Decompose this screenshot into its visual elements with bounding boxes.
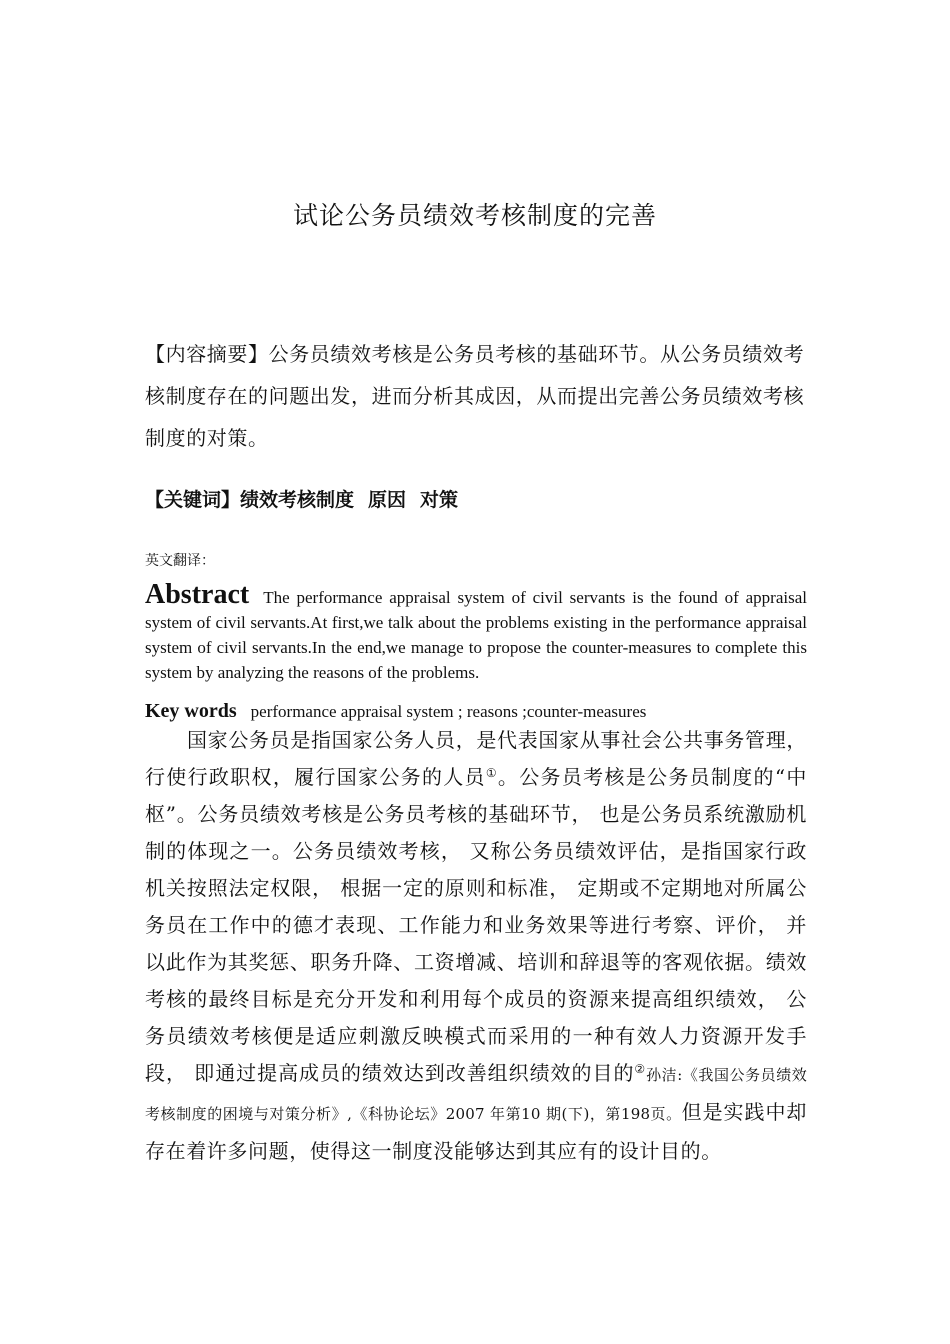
body-text-part: 但是实践中却存在着许多问题，使得这一制度没能够达到其应有的设计目的。 <box>145 1100 807 1163</box>
body-text-part: 国家公务员是指国家公务人员，是代表国家从事社会公共事务管理，行使行政职权，履行国家公务的人员 <box>145 728 807 789</box>
content-summary: 【内容摘要】公务员绩效考核是公务员考核的基础环节。从公务员绩效考核制度存在的问题出发，进而分析其成因，从而提出完善公务员绩效考核制度的对策。 <box>145 342 805 450</box>
key-words-label: Key words <box>145 700 237 722</box>
keyword-term: 原因 <box>368 489 407 511</box>
body-paragraph <box>145 722 807 1170</box>
footnote-marker: ② <box>634 1062 647 1076</box>
key-words-text: performance appraisal system ; reasons ;counter-measures <box>250 702 647 721</box>
abstract-label: Abstract <box>145 579 250 610</box>
english-abstract <box>145 579 807 685</box>
english-keywords <box>145 699 807 724</box>
body-text-part: 。公务员考核是公务员制度的“中枢”。公务员绩效考核是公务员考核的基础环节， 也是公务员系统激励机制的体现之一。公务员绩效考核， 又称公务员绩效评估，是指国家行政机关按照法定权限， 根据一定的原则和标准， 定期或不定期地对所属公务员在工作中的德才表现、工作能力和业务效果等进行考察、评价， 并以此作为其奖惩、职务升降、工资增减、培训和辞退等的客观依据。绩效考核的最终目标是充分开发和利用每个成员的资源来提高组织绩效， 公务员绩效考核便是适应刺激反映模式而采用的一种有效人力资源开发手段， 即通过提高成员的绩效达到改善组织绩效的目的 <box>145 765 807 1085</box>
keywords-label: 【关键词】 <box>145 489 241 511</box>
keyword-term: 对策 <box>420 489 459 511</box>
translation-label: 英文翻译： <box>145 553 215 569</box>
footnote-marker: ① <box>485 766 498 780</box>
chinese-keywords <box>145 485 807 515</box>
page-title: 试论公务员绩效考核制度的完善 <box>292 201 657 230</box>
keyword-term: 绩效考核制度 <box>240 489 355 511</box>
abstract-text: The performance appraisal system of civil servants is the found of appraisal system of civil servants.At first,we talk about the problems existing in the performance appraisal system of civil servants.In the end,we manage to propose the counter-measures to complete this system by analyzing the reasons of the problems. <box>145 588 807 682</box>
inline-footnote: 孙洁:《我国公务员绩效考核制度的困境与对策分析》,《科协论坛》2007 年第10 期(下)，第198页。 <box>145 1066 807 1123</box>
